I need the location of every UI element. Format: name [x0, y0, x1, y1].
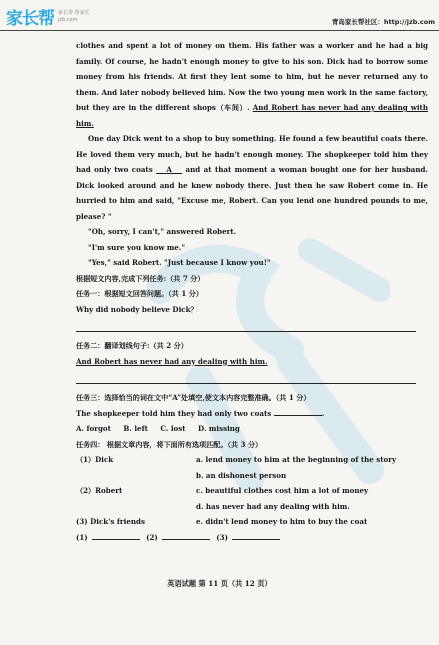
- page-footer: 英语试题 第 11 页（共 12 页）: [167, 579, 272, 588]
- match-left-5: (3) Dick's friends: [76, 517, 145, 526]
- task2-answer-line[interactable]: [76, 371, 416, 384]
- match-right-e: e. didn't lend money to him to buy the coat: [196, 517, 368, 526]
- task2-title: 任务二：翻译划线句子:（共 2 分）: [76, 341, 188, 350]
- passage-paragraph-3: "Oh, sorry, I can't," answered Robert.: [88, 227, 237, 236]
- passage-paragraph-5: "Yes," said Robert. "Just because I know you!": [88, 258, 271, 267]
- option-c: C. lost: [160, 424, 186, 433]
- passage-paragraph-4: "I'm sure you know me.": [88, 242, 186, 252]
- logo-domain: jzb.com: [58, 16, 78, 23]
- match-left-3: （2）Robert: [76, 486, 123, 495]
- task4-answer-fills: (1) (2) (3): [76, 530, 428, 546]
- option-b: B. left: [123, 424, 148, 433]
- task3-answer-blank[interactable]: [274, 407, 322, 416]
- task3-title: 任务三：选择恰当的词在文中“A”处填空,使文本内容完整准确。（共 1 分）: [76, 393, 311, 402]
- match-left-2: [76, 468, 196, 484]
- match-right-b: b. an dishonest person: [196, 470, 287, 480]
- fill-2[interactable]: [162, 531, 210, 540]
- header-divider: [0, 30, 439, 31]
- page-header: [0, 0, 439, 34]
- task3-options: [76, 421, 428, 437]
- site-link[interactable]: 青岛家长帮社区：http://jzb.com: [331, 18, 435, 26]
- logo-slogan: 家长帮 帮家长: [58, 9, 90, 16]
- fill-3[interactable]: [232, 531, 280, 540]
- task4-title: 任务四： 根据文章内容，将下面所有选项匹配。（共 3 分）: [76, 439, 263, 449]
- task1-title: 任务一：根据短文回答问题。（共 1 分）: [76, 289, 203, 298]
- match-right-d: d. has never had any dealing with him.: [196, 501, 350, 511]
- blank-a: A: [166, 165, 172, 174]
- task4-matching: [76, 452, 428, 530]
- logo-text: 家长帮: [6, 9, 54, 29]
- match-right-a: a. lend money to him at the beginning of the story: [196, 455, 397, 464]
- match-right-c: c. beautiful clothes cost him a lot of money: [196, 486, 369, 495]
- fill-1[interactable]: [92, 531, 140, 540]
- passage-paragraph-2: One day Dick went to a shop to buy something. He found a few beautiful coats there. He loved them very much, but he hadn't enough money. The shopkeeper told him they had only two coats A and at that moment a woman bought one for her husband. Dick looked around and he knew nobody there. Just then he saw Robert come in. He hurried to him and said, "Excuse me, Robert. Can you lend one hundred pounds to me, please? ": [76, 134, 428, 221]
- jzb-logo: [6, 4, 90, 29]
- option-d: D. missing: [198, 424, 240, 433]
- match-left-1: （1）Dick: [76, 455, 114, 464]
- option-a: A. forgot: [76, 424, 111, 433]
- task1-answer-line[interactable]: [76, 319, 416, 332]
- task1-question: Why did nobody believe Dick？: [76, 304, 198, 314]
- match-left-4: [76, 499, 196, 515]
- underlined-sentence: And Robert has never had any dealing with him.: [76, 103, 428, 128]
- task3-question: The shopkeeper told him they had only two coats .: [76, 408, 325, 418]
- passage-paragraph-1: clothes and spent a lot of money on them. His father was a worker and he had a big family. Of course, he hadn't enough money to give to his son. Dick had to borrow some money from his friends. At first they lent some to him, but he never returned any to them. And later nobody believed him. Now the two young men work in the same factory, but they are in the different shops（车间）. And Robert has never had any dealing with him.: [76, 41, 428, 128]
- exam-content: [76, 38, 428, 545]
- tasks-intro: 根据短文内容,完成下列任务:（共 7 分）: [76, 273, 205, 283]
- task2-sentence: And Robert has never had any dealing with him.: [76, 356, 268, 366]
